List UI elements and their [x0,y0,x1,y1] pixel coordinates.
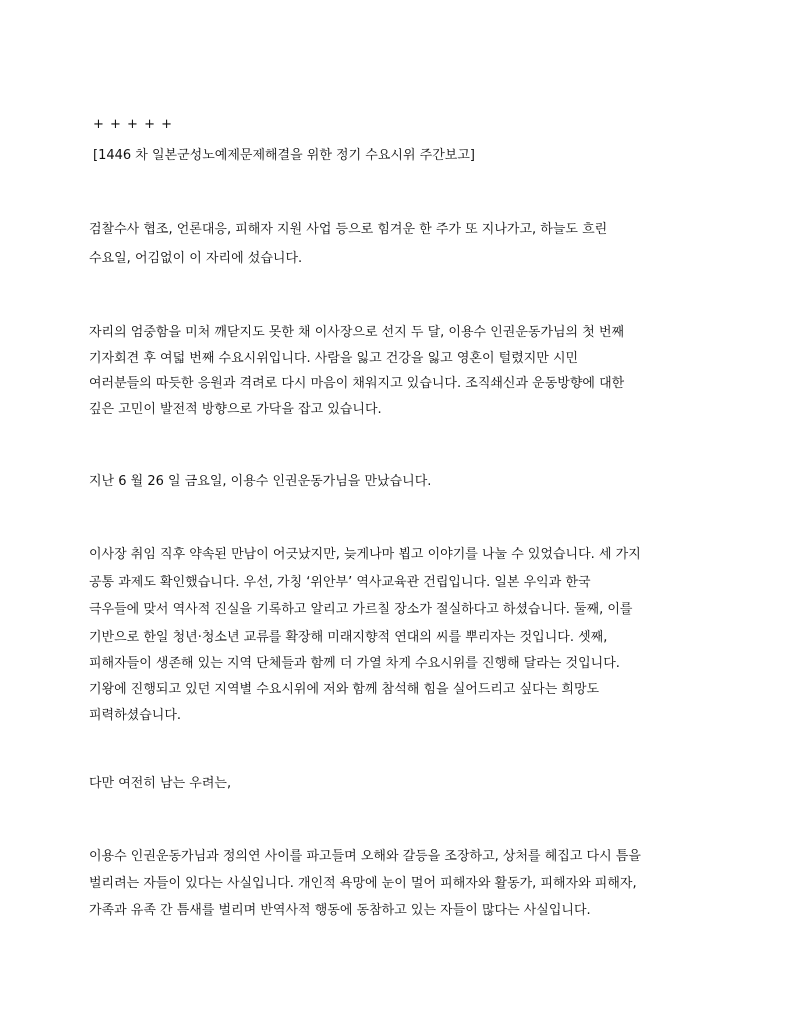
paragraph-1-line-1: 검찰수사 협조, 언론대응, 피해자 지원 사업 등으로 힘겨운 한 주가 또 지나가고, 하늘도 흐린 [89,222,608,237]
paragraph-4-line-4: 기반으로 한일 청년·청소년 교류를 확장해 미래지향적 연대의 씨를 뿌리자는 것입니다. 셋째, [89,630,608,645]
paragraph-4-line-5: 피해자들이 생존해 있는 지역 단체들과 함께 더 가열 차게 수요시위를 진행해 달라는 것입니다. [89,656,620,671]
paragraph-2-line-2: 기자회견 후 여덟 번째 수요시위입니다. 사람을 잃고 건강을 잃고 영혼이 털렸지만 시민 [89,351,579,366]
paragraph-2-line-3: 여러분들의 따듯한 응원과 격려로 다시 마음이 채워지고 있습니다. 조직쇄신과 운동방향에 대한 [89,376,625,391]
paragraph-6-line-3: 가족과 유족 간 틈새를 벌리며 반역사적 행동에 동참하고 있는 자들이 많다는 사실입니다. [89,903,591,918]
section-marker: + + + + + [93,117,173,132]
paragraph-4-line-7: 피력하셨습니다. [89,708,182,723]
paragraph-4-line-2: 공통 과제도 확인했습니다. 우선, 가칭 ‘위안부’ 역사교육관 건립입니다. 일본 우익과 한국 [89,575,591,590]
paragraph-6-line-2: 벌리려는 자들이 있다는 사실입니다. 개인적 욕망에 눈이 멀어 피해자와 활동가, 피해자와 피해자, [89,876,637,891]
paragraph-4-line-6: 기왕에 진행되고 있던 지역별 수요시위에 저와 함께 참석해 힘을 실어드리고 싶다는 희망도 [89,682,600,697]
paragraph-4-line-3: 극우들에 맞서 역사적 진실을 기록하고 알리고 가르칠 장소가 절실하다고 하셨습니다. 둘째, 이를 [89,602,633,617]
paragraph-2-line-1: 자리의 엄중함을 미처 깨닫지도 못한 채 이사장으로 선지 두 달, 이용수 인권운동가님의 첫 번째 [89,325,625,340]
paragraph-5-line-1: 다만 여전히 남는 우려는, [89,776,232,791]
paragraph-4-line-1: 이사장 취임 직후 약속된 만남이 어긋났지만, 늦게나마 뵙고 이야기를 나눌 수 있었습니다. 세 가지 [89,547,641,562]
paragraph-2-line-4: 깊은 고민이 발전적 방향으로 가닥을 잡고 있습니다. [89,402,382,417]
paragraph-3-line-1: 지난 6 월 26 일 금요일, 이용수 인권운동가님을 만났습니다. [89,474,432,489]
paragraph-6-line-1: 이용수 인권운동가님과 정의연 사이를 파고들며 오해와 갈등을 조장하고, 상처를 헤집고 다시 틈을 [89,849,641,864]
report-heading: [1446 차 일본군성노예제문제해결을 위한 정기 수요시위 주간보고] [93,148,475,163]
paragraph-1-line-2: 수요일, 어김없이 이 자리에 섰습니다. [89,251,303,266]
